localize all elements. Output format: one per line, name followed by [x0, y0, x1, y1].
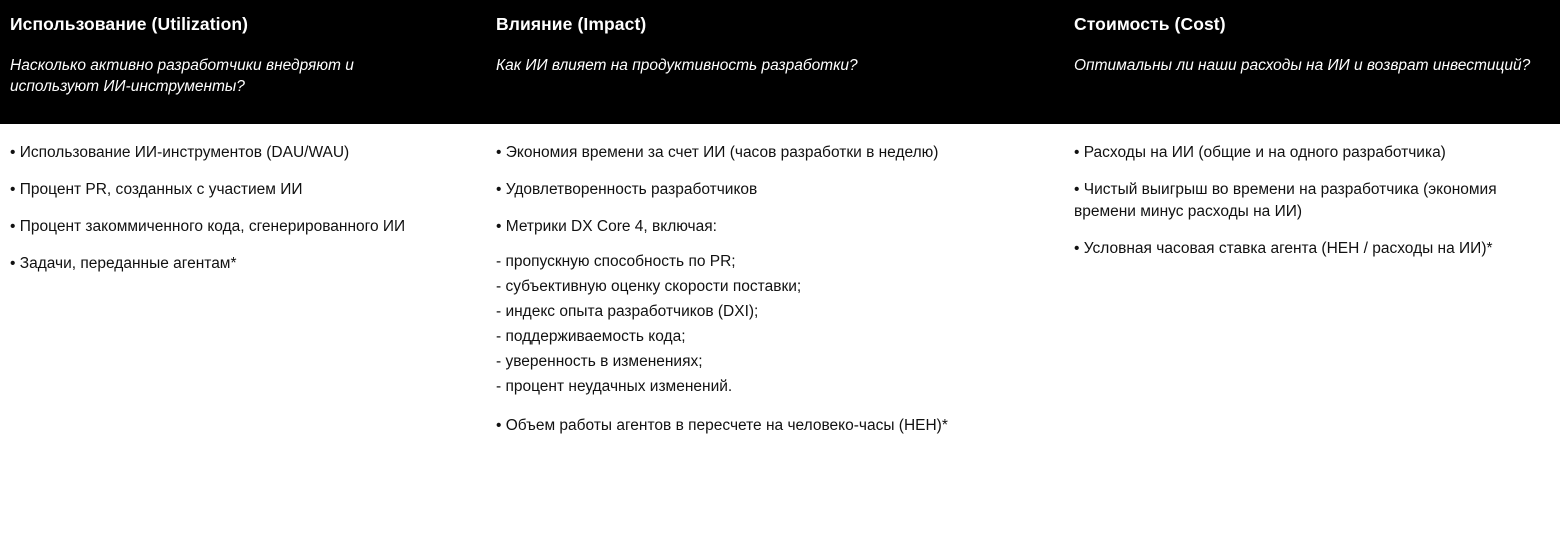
column-cost — [1074, 0, 1560, 560]
sub-list-item: - процент неудачных изменений. — [496, 378, 733, 395]
column-utilization — [0, 0, 496, 560]
column-impact-subtitle: Как ИИ влияет на продуктивность разработки? — [496, 57, 858, 74]
sub-list-item: - индекс опыта разработчиков (DXI); — [496, 303, 759, 320]
column-impact — [496, 0, 1074, 560]
list-item: • Объем работы агентов в пересчете на человеко-часы (HEH)* — [496, 417, 948, 434]
column-utilization-subtitle: Насколько активно разработчики внедряют и используют ИИ-инструменты? — [10, 57, 354, 95]
column-impact-header — [496, 0, 1050, 124]
list-item: • Процент закоммиченного кода, сгенерированного ИИ — [10, 218, 406, 235]
list-item: • Задачи, переданные агентам* — [10, 255, 237, 272]
list-item: • Удовлетворенность разработчиков — [496, 181, 758, 198]
column-impact-title: Влияние (Impact) — [496, 14, 647, 34]
sub-list-item: - поддерживаемость кода; — [496, 328, 686, 345]
list-item: • Экономия времени за счет ИИ (часов разработки в неделю) — [496, 144, 939, 161]
list-item: • Метрики DX Core 4, включая: — [496, 218, 717, 235]
list-item: • Чистый выигрыш во времени на разработчика (экономия времени минус расходы на ИИ) — [1074, 181, 1497, 220]
list-item: • Процент PR, созданных с участием ИИ — [10, 181, 303, 198]
sub-list — [496, 249, 1050, 399]
column-cost-header — [1074, 0, 1556, 124]
column-utilization-body — [10, 124, 472, 275]
list-item: • Использование ИИ-инструментов (DAU/WAU) — [10, 144, 350, 161]
column-impact-body — [496, 124, 1050, 437]
list-item: • Условная часовая ставка агента (HEH / расходы на ИИ)* — [1074, 240, 1493, 257]
column-cost-subtitle: Оптимальны ли наши расходы на ИИ и возврат инвестиций? — [1074, 57, 1531, 74]
column-utilization-title: Использование (Utilization) — [10, 14, 249, 34]
sub-list-item: - пропускную способность по PR; — [496, 253, 736, 270]
column-cost-title: Стоимость (Cost) — [1074, 14, 1226, 34]
list-item: • Расходы на ИИ (общие и на одного разработчика) — [1074, 144, 1446, 161]
sub-list-item: - уверенность в изменениях; — [496, 353, 703, 370]
column-cost-body — [1074, 124, 1556, 260]
sub-list-item: - субъективную оценку скорости поставки; — [496, 278, 802, 295]
column-utilization-header — [10, 0, 472, 124]
